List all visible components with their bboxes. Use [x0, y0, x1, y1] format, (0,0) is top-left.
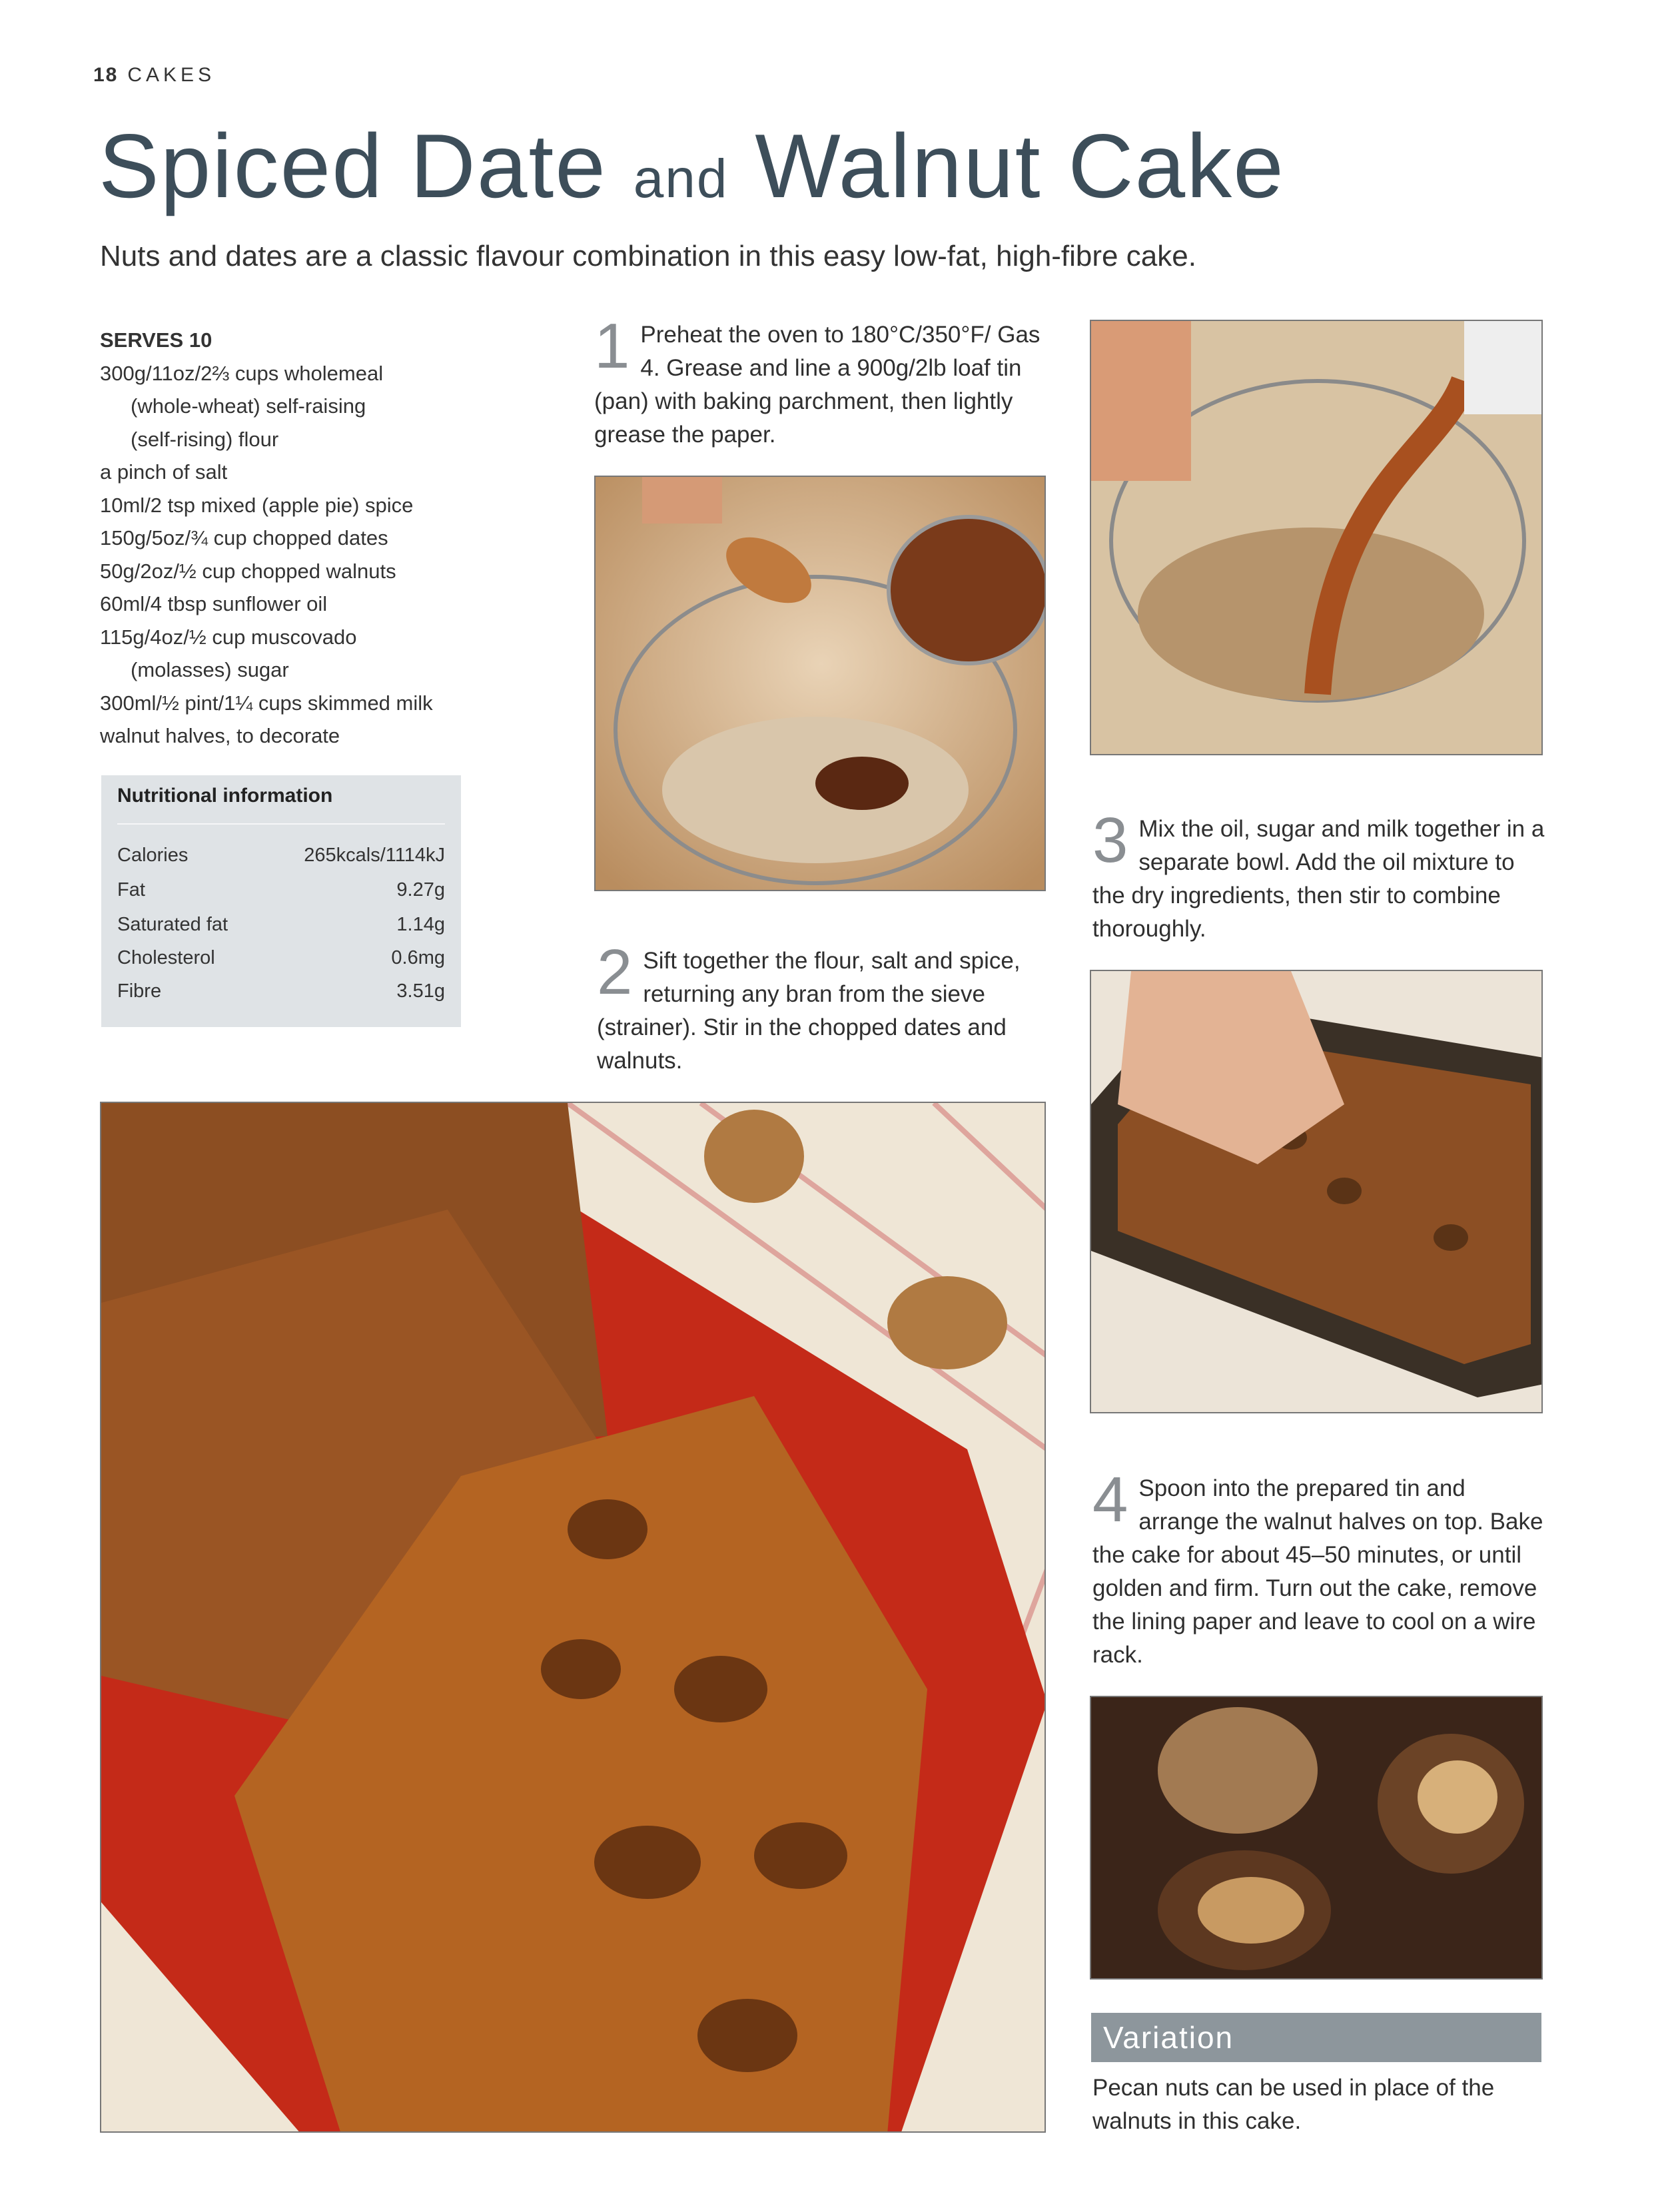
photo-walnuts-in-tin-illustration: [1091, 971, 1543, 1413]
ingredient-line: 60ml/4 tbsp sunflower oil: [100, 592, 328, 615]
section-name: CAKES: [127, 64, 216, 86]
step-3: [1092, 805, 1545, 946]
nutrition-divider: [117, 823, 445, 825]
nutrient-value: 1.14g: [396, 914, 445, 935]
ingredient-line: a pinch of salt: [100, 460, 228, 484]
variation-text: Pecan nuts can be used in place of the walnuts in this cake.: [1092, 2075, 1495, 2134]
page-number: 18: [93, 64, 119, 86]
ingredient-line: 10ml/2 tsp mixed (apple pie) spice: [100, 493, 414, 517]
step-text: Preheat the oven to 180°C/350°F/ Gas 4. Grease and line a 900g/2lb loaf tin (pan) with baking parchment, then lightly grease the paper.: [594, 322, 1041, 448]
step-number: 4: [1092, 1464, 1128, 1535]
photo-dates-in-flour: [594, 476, 1046, 891]
nutrition-row: [117, 879, 445, 901]
nutrition-box: [101, 775, 461, 1027]
nutrition-row: [117, 947, 445, 969]
nutrient-label: Calories: [117, 845, 189, 866]
photo-finished-cake-illustration: [101, 1103, 1046, 2133]
title-and: and: [633, 149, 729, 209]
nutrition-row: [117, 980, 445, 1002]
ingredient-line: 50g/2oz/½ cup chopped walnuts: [100, 559, 396, 583]
ingredient-line: 300ml/½ pint/1¼ cups skimmed milk: [100, 691, 433, 715]
ingredient-line: 300g/11oz/2⅔ cups wholemeal: [100, 361, 384, 385]
photo-finished-cake: [100, 1102, 1046, 2133]
recipe-subtitle: Nuts and dates are a classic flavour combination in this easy low-fat, high-fibre cake.: [100, 240, 1196, 272]
nutrition-row: [117, 914, 445, 936]
photo-pouring-liquid-illustration: [1091, 321, 1543, 755]
photo-walnuts: [1090, 1696, 1543, 1980]
ingredient-line: (whole-wheat) self-raising: [131, 394, 366, 418]
nutrient-value: 3.51g: [396, 980, 445, 1002]
variation-heading-bar: [1091, 2013, 1541, 2062]
nutrient-label: Fibre: [117, 980, 162, 1002]
photo-walnuts-in-tin: [1090, 970, 1543, 1413]
ingredients-list: [100, 324, 473, 753]
photo-pouring-liquid: [1090, 320, 1543, 755]
step-text: Sift together the flour, salt and spice, returning any bran from the sieve (strainer). Stir in the chopped dates and walnuts.: [597, 948, 1021, 1074]
nutrient-label: Saturated fat: [117, 914, 228, 935]
title-part-2: Walnut Cake: [728, 115, 1285, 216]
photo-walnuts-illustration: [1091, 1697, 1543, 1980]
nutrition-row: [117, 845, 445, 867]
ingredient-line: walnut halves, to decorate: [100, 724, 340, 747]
step-2: [597, 936, 1050, 1078]
nutrient-label: Cholesterol: [117, 947, 215, 968]
running-head: [93, 64, 215, 87]
ingredient-line: (self-rising) flour: [131, 427, 279, 451]
nutrient-label: Fat: [117, 879, 145, 901]
step-number: 2: [597, 936, 633, 1008]
nutrition-heading: Nutritional information: [117, 785, 333, 807]
nutrient-value: 9.27g: [396, 879, 445, 901]
title-part-1: Spiced Date: [99, 115, 633, 216]
step-number: 3: [1092, 805, 1128, 876]
variation-heading: Variation: [1103, 2020, 1234, 2055]
step-4: [1092, 1464, 1552, 1672]
nutrient-value: 265kcals/1114kJ: [304, 845, 445, 866]
ingredient-line: 150g/5oz/¾ cup chopped dates: [100, 526, 388, 549]
nutrient-value: 0.6mg: [391, 947, 445, 968]
recipe-title: [99, 112, 1285, 220]
ingredient-line: 115g/4oz/½ cup muscovado: [100, 625, 357, 649]
step-text: Mix the oil, sugar and milk together in a separate bowl. Add the oil mixture to the dry ingredients, then stir to combine thoroughly.: [1092, 816, 1545, 942]
ingredient-line: (molasses) sugar: [131, 658, 289, 681]
step-number: 1: [594, 310, 630, 382]
step-1: [594, 310, 1047, 452]
photo-dates-in-flour-illustration: [596, 477, 1046, 891]
step-text: Spoon into the prepared tin and arrange the walnut halves on top. Bake the cake for about 45–50 minutes, or until golden and firm. Turn out the cake, remove the lining paper and leave to cool on a wire rack.: [1092, 1475, 1543, 1668]
serves-label: SERVES 10: [100, 328, 212, 352]
